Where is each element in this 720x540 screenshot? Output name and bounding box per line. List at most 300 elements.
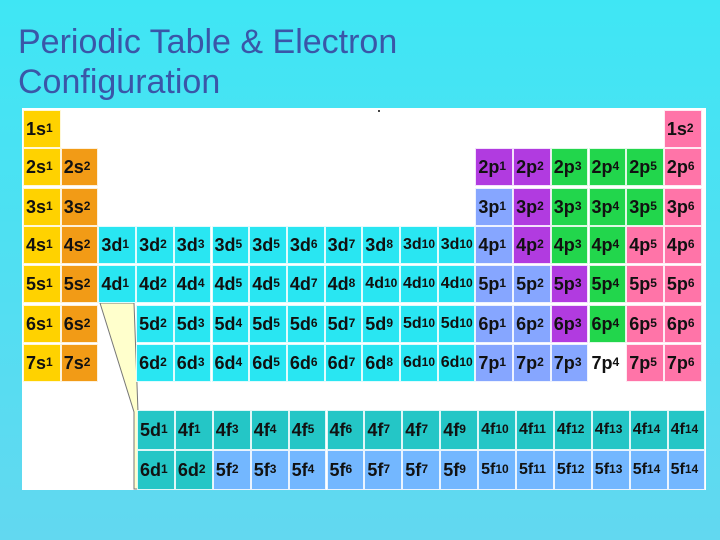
f-block-cell-5f-12 <box>554 450 592 490</box>
orbital-label: 5p <box>478 273 500 294</box>
table-cell-7p-4 <box>589 344 627 382</box>
orbital-label: 3d <box>327 234 349 255</box>
f-block-cell-4f-7 <box>402 410 440 450</box>
f-block-cell-5f-14 <box>630 450 668 490</box>
electron-count: 10 <box>421 316 436 330</box>
table-cell-5p-5 <box>626 265 664 303</box>
electron-count: 2 <box>537 355 544 369</box>
orbital-label: 2p <box>553 156 575 177</box>
orbital-label: 6d <box>440 354 460 371</box>
electron-count: 3 <box>574 355 582 369</box>
electron-count: 4 <box>612 237 620 251</box>
table-cell-5p-6 <box>664 265 702 303</box>
orbital-label: 3d <box>289 234 311 255</box>
table-cell-4s-1 <box>23 226 61 264</box>
f-block-cell-5f-9 <box>440 450 478 490</box>
table-cell-4d-1 <box>98 265 136 303</box>
f-block-cell-4f-9 <box>440 410 478 450</box>
electron-count: 3 <box>574 237 582 251</box>
electron-count: 5 <box>650 237 657 251</box>
orbital-label: 4p <box>629 234 651 255</box>
f-block-cell-5d-1 <box>137 410 175 450</box>
electron-count: 1 <box>499 199 507 213</box>
table-cell-2p-4 <box>589 148 627 186</box>
electron-count: 7 <box>383 422 391 436</box>
electron-count: 10 <box>459 276 473 290</box>
orbital-label: 4d <box>327 273 349 294</box>
orbital-label: 3d <box>440 236 460 253</box>
electron-count: 4 <box>612 159 620 173</box>
table-cell-1s-2 <box>664 110 702 148</box>
electron-count: 2 <box>537 237 544 251</box>
electron-count: 10 <box>459 355 473 369</box>
table-cell-5d-9 <box>362 305 400 343</box>
table-cell-4d-5 <box>249 265 287 303</box>
orbital-label: 6s <box>26 313 47 334</box>
electron-count: 5 <box>650 159 657 173</box>
electron-count: 2 <box>537 316 544 330</box>
orbital-label: 7p <box>478 352 500 373</box>
orbital-label: 7p <box>591 352 613 373</box>
orbital-label: 2p <box>516 156 538 177</box>
electron-count: 6 <box>310 316 318 330</box>
table-cell-3d-10 <box>400 226 438 264</box>
orbital-label: 4f <box>291 419 308 440</box>
table-cell-3s-1 <box>23 188 61 226</box>
table-cell-2p-6 <box>664 148 702 186</box>
orbital-label: 4d <box>365 275 384 292</box>
electron-count: 4 <box>235 316 243 330</box>
orbital-label: 5d <box>140 419 162 440</box>
orbital-label: 5f <box>329 459 346 480</box>
orbital-label: 4f <box>556 421 572 438</box>
f-block-cell-6d-2 <box>175 450 213 490</box>
electron-count: 2 <box>686 121 694 135</box>
orbital-label: 6p <box>478 313 500 334</box>
f-block-cell-6d-1 <box>137 450 175 490</box>
table-cell-2p-3 <box>551 148 589 186</box>
orbital-label: 6d <box>327 352 349 373</box>
electron-count: 1 <box>499 355 507 369</box>
electron-count: 10 <box>495 462 509 476</box>
table-cell-2s-2 <box>61 148 99 186</box>
electron-count: 7 <box>383 462 391 476</box>
electron-count: 4 <box>307 462 315 476</box>
table-cell-3d-5 <box>212 226 250 264</box>
orbital-label: 5f <box>215 459 232 480</box>
table-cell-3p-4 <box>589 188 627 226</box>
orbital-label: 3d <box>101 234 123 255</box>
orbital-label: 5f <box>594 461 610 478</box>
electron-count: 1 <box>499 276 507 290</box>
electron-count: 12 <box>571 422 585 436</box>
orbital-label: 1s <box>26 118 47 139</box>
orbital-label: 5f <box>670 461 685 478</box>
electron-count: 3 <box>574 316 582 330</box>
f-block-cell-5f-13 <box>592 450 630 490</box>
table-cell-4d-5 <box>212 265 250 303</box>
orbital-label: 5p <box>516 273 538 294</box>
electron-count: 14 <box>684 462 699 476</box>
table-cell-3p-6 <box>664 188 702 226</box>
electron-count: 10 <box>383 276 398 290</box>
electron-count: 10 <box>495 422 509 436</box>
orbital-label: 3p <box>516 196 538 217</box>
table-cell-6p-3 <box>551 305 589 343</box>
orbital-label: 4d <box>176 273 198 294</box>
electron-count: 1 <box>499 316 507 330</box>
orbital-label: 4f <box>367 419 384 440</box>
orbital-label: 4f <box>481 421 496 438</box>
table-cell-6s-2 <box>61 305 99 343</box>
orbital-label: 2s <box>63 156 84 177</box>
electron-count: 6 <box>310 355 318 369</box>
orbital-label: 5d <box>252 313 274 334</box>
electron-count: 6 <box>345 462 353 476</box>
table-cell-6d-3 <box>174 344 212 382</box>
orbital-label: 5d <box>365 313 387 334</box>
electron-count: 1 <box>122 276 130 290</box>
table-cell-2s-1 <box>23 148 61 186</box>
orbital-label: 6s <box>63 313 84 334</box>
electron-count: 2 <box>83 199 91 213</box>
electron-count: 5 <box>235 276 243 290</box>
orbital-label: 4p <box>516 234 538 255</box>
orbital-label: 6p <box>591 313 613 334</box>
table-cell-7p-3 <box>551 344 589 382</box>
orbital-label: 4f <box>519 421 534 438</box>
electron-count: 3 <box>574 199 582 213</box>
table-cell-5d-2 <box>136 305 174 343</box>
orbital-label: 1s <box>666 118 687 139</box>
table-cell-5p-2 <box>513 265 551 303</box>
orbital-label: 4p <box>553 234 575 255</box>
electron-count: 3 <box>574 159 582 173</box>
electron-count: 1 <box>46 121 53 135</box>
table-cell-6p-2 <box>513 305 551 343</box>
orbital-label: 5f <box>253 459 270 480</box>
f-block-cell-4f-10 <box>478 410 516 450</box>
table-cell-3p-3 <box>551 188 589 226</box>
electron-count: 2 <box>83 159 91 173</box>
orbital-label: 5f <box>632 461 647 478</box>
orbital-label: 5s <box>26 273 47 294</box>
electron-count: 2 <box>537 159 544 173</box>
orbital-label: 6p <box>516 313 538 334</box>
orbital-label: 5d <box>176 313 198 334</box>
table-cell-5s-2 <box>61 265 99 303</box>
table-cell-4d-8 <box>325 265 363 303</box>
orbital-label: 4f <box>405 419 422 440</box>
orbital-label: 5p <box>553 273 575 294</box>
electron-count: 2 <box>537 199 544 213</box>
page-title <box>18 22 397 102</box>
orbital-label: 6p <box>553 313 575 334</box>
table-cell-4d-10 <box>438 265 476 303</box>
table-cell-6s-1 <box>23 305 61 343</box>
electron-count: 8 <box>348 276 356 290</box>
orbital-label: 4f <box>594 421 610 438</box>
orbital-label: 3p <box>629 196 651 217</box>
table-cell-3d-1 <box>98 226 136 264</box>
electron-count: 6 <box>687 276 695 290</box>
orbital-label: 6d <box>177 459 199 480</box>
f-block-cell-5f-14 <box>668 450 706 490</box>
electron-count: 1 <box>46 237 53 251</box>
electron-count: 10 <box>459 237 473 251</box>
table-cell-4d-10 <box>362 265 400 303</box>
electron-count: 5 <box>273 237 280 251</box>
orbital-label: 6d <box>139 352 161 373</box>
orbital-label: 4p <box>666 234 688 255</box>
electron-count: 8 <box>386 355 393 369</box>
f-block-cell-4f-14 <box>668 410 706 450</box>
orbital-label: 6d <box>289 352 311 373</box>
electron-count: 7 <box>348 237 356 251</box>
table-cell-3d-6 <box>287 226 325 264</box>
electron-count: 7 <box>348 316 356 330</box>
orbital-label: 3d <box>139 234 161 255</box>
orbital-label: 5f <box>291 459 308 480</box>
table-cell-7p-1 <box>475 344 513 382</box>
table-cell-5d-3 <box>174 305 212 343</box>
orbital-label: 3d <box>365 234 387 255</box>
orbital-label: 4f <box>443 419 460 440</box>
table-cell-2p-1 <box>475 148 513 186</box>
f-block-cell-5f-4 <box>289 450 327 490</box>
electron-count: 11 <box>533 422 546 436</box>
f-block-cell-5f-6 <box>327 450 365 490</box>
orbital-label: 5d <box>440 315 460 332</box>
table-cell-6d-7 <box>325 344 363 382</box>
table-cell-7p-5 <box>626 344 664 382</box>
orbital-label: 4s <box>63 234 84 255</box>
electron-count: 7 <box>421 422 428 436</box>
electron-count: 3 <box>574 276 582 290</box>
table-cell-6d-6 <box>287 344 325 382</box>
table-cell-4s-2 <box>61 226 99 264</box>
table-cell-5s-1 <box>23 265 61 303</box>
electron-count: 3 <box>197 355 205 369</box>
table-cell-3d-7 <box>325 226 363 264</box>
electron-count: 2 <box>537 276 544 290</box>
orbital-label: 3p <box>591 196 613 217</box>
orbital-label: 6d <box>252 352 274 373</box>
electron-count: 9 <box>386 316 393 330</box>
f-block-cell-5f-2 <box>213 450 251 490</box>
electron-count: 5 <box>273 276 280 290</box>
orbital-label: 6d <box>403 354 422 371</box>
orbital-label: 4f <box>329 419 346 440</box>
table-cell-6d-5 <box>249 344 287 382</box>
orbital-label: 4p <box>591 234 613 255</box>
electron-count: 6 <box>687 237 695 251</box>
electron-count: 6 <box>310 237 318 251</box>
f-block-cell-4f-1 <box>175 410 213 450</box>
orbital-label: 2p <box>666 156 688 177</box>
electron-count: 3 <box>197 237 205 251</box>
f-block-cell-5f-11 <box>516 450 554 490</box>
table-cell-4p-1 <box>475 226 513 264</box>
electron-count: 9 <box>459 422 466 436</box>
electron-count: 14 <box>684 422 699 436</box>
electron-count: 10 <box>421 276 436 290</box>
orbital-label: 5p <box>591 273 613 294</box>
orbital-label: 4d <box>214 273 236 294</box>
f-block-cell-4f-14 <box>630 410 668 450</box>
orbital-label: 4d <box>289 273 311 294</box>
orbital-label: 4d <box>440 275 460 292</box>
electron-count: 9 <box>459 462 466 476</box>
electron-count: 3 <box>269 462 277 476</box>
table-cell-7p-6 <box>664 344 702 382</box>
table-cell-4p-2 <box>513 226 551 264</box>
table-cell-3p-2 <box>513 188 551 226</box>
electron-count: 2 <box>83 276 91 290</box>
title-line-2: Configuration <box>18 63 221 101</box>
electron-count: 11 <box>533 462 546 476</box>
table-cell-4p-6 <box>664 226 702 264</box>
electron-count: 2 <box>198 462 206 476</box>
orbital-label: 4f <box>177 419 194 440</box>
table-cell-5d-5 <box>249 305 287 343</box>
table-cell-5d-10 <box>400 305 438 343</box>
orbital-label: 5f <box>367 459 384 480</box>
f-block-cell-4f-13 <box>592 410 630 450</box>
table-cell-5p-3 <box>551 265 589 303</box>
orbital-label: 4p <box>478 234 500 255</box>
f-block-cell-4f-3 <box>213 410 251 450</box>
orbital-label: 4d <box>101 273 123 294</box>
table-cell-7p-2 <box>513 344 551 382</box>
electron-count: 1 <box>161 422 168 436</box>
table-cell-4d-2 <box>136 265 174 303</box>
orbital-label: 5f <box>556 461 572 478</box>
electron-count: 2 <box>160 316 167 330</box>
table-cell-6d-10 <box>400 344 438 382</box>
orbital-label: 3p <box>553 196 575 217</box>
table-cell-6d-2 <box>136 344 174 382</box>
electron-count: 1 <box>46 316 53 330</box>
table-cell-5p-1 <box>475 265 513 303</box>
orbital-label: 6p <box>666 313 688 334</box>
orbital-label: 5d <box>403 315 422 332</box>
title-line-1: Periodic Table & Electron <box>18 23 398 61</box>
orbital-label: 3s <box>63 196 84 217</box>
orbital-label: 7p <box>666 352 688 373</box>
f-block-cell-4f-4 <box>251 410 289 450</box>
f-block-cell-4f-11 <box>516 410 554 450</box>
table-cell-4d-4 <box>174 265 212 303</box>
electron-count: 6 <box>687 355 695 369</box>
electron-count: 2 <box>160 276 167 290</box>
table-cell-4p-4 <box>589 226 627 264</box>
f-block-cell-5f-10 <box>478 450 516 490</box>
table-cell-4d-7 <box>287 265 325 303</box>
electron-count: 6 <box>687 199 695 213</box>
orbital-label: 2s <box>26 156 47 177</box>
orbital-label: 2p <box>478 156 500 177</box>
table-cell-2p-2 <box>513 148 551 186</box>
electron-count: 1 <box>161 462 168 476</box>
orbital-label: 5p <box>629 273 651 294</box>
electron-count: 6 <box>687 316 695 330</box>
table-cell-6p-4 <box>589 305 627 343</box>
electron-count: 2 <box>231 462 239 476</box>
orbital-label: 5f <box>519 461 534 478</box>
orbital-label: 4f <box>215 419 232 440</box>
electron-count: 12 <box>571 462 585 476</box>
stray-dot <box>378 110 380 112</box>
electron-count: 14 <box>646 462 661 476</box>
electron-count: 14 <box>646 422 661 436</box>
orbital-label: 6p <box>629 313 651 334</box>
orbital-label: 3p <box>666 196 688 217</box>
table-cell-5d-10 <box>438 305 476 343</box>
table-cell-4p-3 <box>551 226 589 264</box>
orbital-label: 4f <box>253 419 270 440</box>
orbital-label: 4d <box>252 273 274 294</box>
electron-count: 5 <box>235 237 243 251</box>
orbital-label: 2p <box>629 156 651 177</box>
orbital-label: 4f <box>632 421 647 438</box>
electron-count: 2 <box>83 316 91 330</box>
f-block-cell-5f-7 <box>402 450 440 490</box>
electron-count: 5 <box>273 355 280 369</box>
orbital-label: 4s <box>26 234 47 255</box>
orbital-label: 6d <box>365 352 387 373</box>
electron-count: 1 <box>122 237 130 251</box>
electron-count: 4 <box>235 355 243 369</box>
table-cell-5d-4 <box>212 305 250 343</box>
electron-count: 2 <box>160 237 167 251</box>
table-cell-6p-6 <box>664 305 702 343</box>
electron-count: 4 <box>269 422 277 436</box>
electron-count: 1 <box>193 422 201 436</box>
electron-count: 10 <box>459 316 473 330</box>
electron-count: 5 <box>650 199 657 213</box>
orbital-label: 5f <box>481 461 496 478</box>
orbital-label: 2p <box>591 156 613 177</box>
electron-count: 5 <box>650 355 657 369</box>
electron-count: 4 <box>612 316 620 330</box>
table-cell-6d-10 <box>438 344 476 382</box>
table-cell-5d-6 <box>287 305 325 343</box>
electron-count: 1 <box>46 159 53 173</box>
table-cell-3p-5 <box>626 188 664 226</box>
electron-count: 4 <box>612 199 620 213</box>
table-cell-6p-1 <box>475 305 513 343</box>
f-block-cell-4f-7 <box>364 410 402 450</box>
orbital-label: 5d <box>327 313 349 334</box>
table-cell-7s-1 <box>23 344 61 382</box>
orbital-label: 5f <box>443 459 460 480</box>
table-cell-3d-8 <box>362 226 400 264</box>
electron-count: 1 <box>46 276 53 290</box>
table-cell-6d-8 <box>362 344 400 382</box>
table-cell-3d-5 <box>249 226 287 264</box>
f-block-cell-4f-6 <box>327 410 365 450</box>
table-cell-3d-3 <box>174 226 212 264</box>
orbital-label: 5s <box>63 273 84 294</box>
electron-count: 7 <box>421 462 428 476</box>
table-cell-3d-2 <box>136 226 174 264</box>
electron-count: 1 <box>46 355 53 369</box>
electron-count: 5 <box>273 316 280 330</box>
table-cell-3d-10 <box>438 226 476 264</box>
orbital-label: 4d <box>403 275 422 292</box>
f-block-cell-4f-12 <box>554 410 592 450</box>
